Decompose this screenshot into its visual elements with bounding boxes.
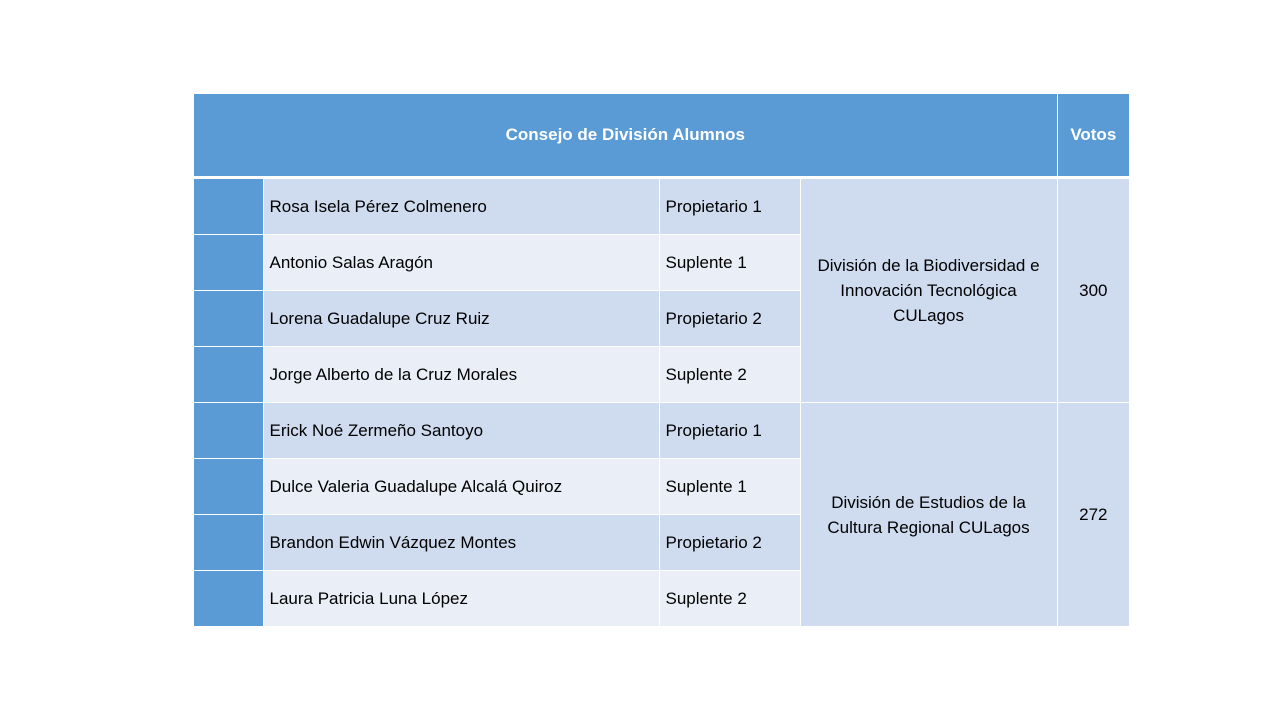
row-marker <box>194 235 263 291</box>
table-row <box>194 403 1129 459</box>
member-role: Suplente 1 <box>659 235 800 291</box>
member-name: Lorena Guadalupe Cruz Ruiz <box>263 291 659 347</box>
member-name: Jorge Alberto de la Cruz Morales <box>263 347 659 403</box>
row-marker <box>194 347 263 403</box>
division-name: División de Estudios de la Cultura Regional CULagos <box>800 403 1057 627</box>
division-name: División de la Biodiversidad e Innovación Tecnológica CULagos <box>800 178 1057 403</box>
member-name: Dulce Valeria Guadalupe Alcalá Quiroz <box>263 459 659 515</box>
row-marker <box>194 571 263 627</box>
table-row <box>194 178 1129 235</box>
member-role: Propietario 1 <box>659 403 800 459</box>
results-table <box>194 94 1129 627</box>
row-marker <box>194 291 263 347</box>
member-name: Erick Noé Zermeño Santoyo <box>263 403 659 459</box>
row-marker <box>194 403 263 459</box>
division-votes: 272 <box>1057 403 1129 627</box>
votes-column-header: Votos <box>1057 94 1129 178</box>
member-name: Rosa Isela Pérez Colmenero <box>263 178 659 235</box>
header-row <box>194 94 1129 178</box>
division-votes: 300 <box>1057 178 1129 403</box>
member-name: Antonio Salas Aragón <box>263 235 659 291</box>
table-body <box>194 178 1129 627</box>
member-role: Propietario 2 <box>659 291 800 347</box>
member-role: Propietario 2 <box>659 515 800 571</box>
row-marker <box>194 515 263 571</box>
table-title: Consejo de División Alumnos <box>194 94 1057 178</box>
member-role: Propietario 1 <box>659 178 800 235</box>
member-role: Suplente 2 <box>659 571 800 627</box>
member-role: Suplente 2 <box>659 347 800 403</box>
row-marker <box>194 178 263 235</box>
row-marker <box>194 459 263 515</box>
member-name: Laura Patricia Luna López <box>263 571 659 627</box>
member-name: Brandon Edwin Vázquez Montes <box>263 515 659 571</box>
member-role: Suplente 1 <box>659 459 800 515</box>
table-header <box>194 94 1129 178</box>
